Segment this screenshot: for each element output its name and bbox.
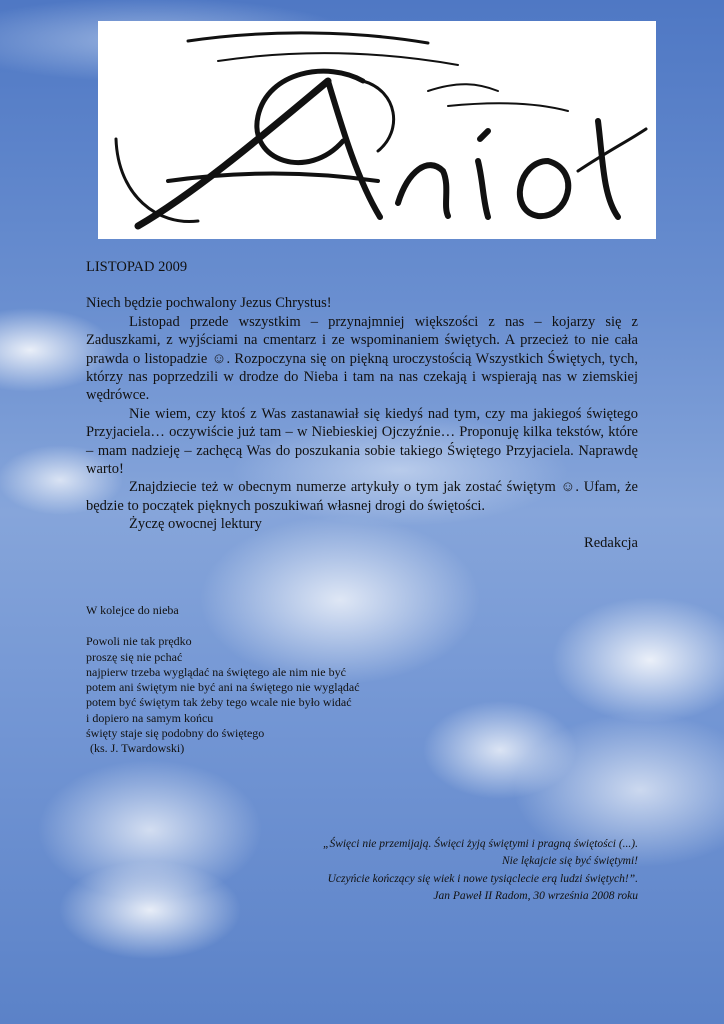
- quote: [178, 836, 638, 906]
- quote-line: Uczyńcie kończący się wiek i nowe tysiąclecie erą ludzi świętych!”.: [327, 872, 638, 885]
- poem-line: Powoli nie tak prędko: [86, 634, 192, 649]
- editorial-paragraph: Nie wiem, czy ktoś z Was zastanawiał się kiedyś nad tym, czy ma jakiegoś świętego Przyjaciela… oczywiście już tam – w Niebieskiej Ojczyźnie… Proponuję kilka tekstów, które – mam nadzieję – zachęcą Was do poszukania sobie takiego Świętego Przyjaciela. Naprawdę warto!: [86, 405, 638, 478]
- quote-line: Nie lękajcie się być świętymi!: [501, 855, 638, 868]
- editorial-paragraph: Listopad przede wszystkim – przynajmniej większości z nas – kojarzy się z Zaduszkami, z wyjściami na cmentarz i ze wspominaniem świętych. A przecież to nie cała prawda o listopadzie ☺. Rozpoczyna się on piękną uroczystością Wszystkich Świętych, tych, którzy nas poprzedzili w drodze do Nieba i tam na nas czekają i wspierają nas w ziemskiej wędrówce.: [86, 313, 638, 404]
- editorial-paragraph: Znajdziecie też w obecnym numerze artykuły o tym jak zostać świętym ☺. Ufam, że będzie to początek pięknych poszukiwań własnej drogi do świętości.: [86, 479, 638, 514]
- poem-line: potem być świętym tak żeby tego wcale nie było widać: [86, 695, 352, 710]
- poem-line: święty staje się podobny do świętego: [86, 726, 265, 741]
- poem-author: (ks. J. Twardowski): [90, 741, 185, 756]
- poem-line: proszę się nie pchać: [86, 649, 183, 664]
- issue-date: LISTOPAD 2009: [86, 259, 188, 275]
- quote-attribution: Jan Paweł II Radom, 30 września 2008 roku: [433, 890, 638, 903]
- logo-calligraphy: [98, 21, 656, 239]
- poem-line: i dopiero na samym końcu: [86, 710, 214, 725]
- poem-line: potem ani świętym nie być ani na świętego nie wyglądać: [86, 680, 360, 695]
- svg-text:Anioł: Anioł: [98, 21, 101, 22]
- editorial-paragraph: Życzę owocnej lektury: [129, 516, 262, 533]
- quote-line: „Święci nie przemijają. Święci żyją świętymi i pragną świętości (...).: [323, 838, 638, 850]
- logo: [98, 21, 656, 239]
- poem: [86, 603, 486, 757]
- editorial: [86, 258, 638, 552]
- editorial-signature: Redakcja: [584, 534, 638, 551]
- poem-title: W kolejce do nieba: [86, 603, 179, 617]
- greeting: Niech będzie pochwalony Jezus Chrystus!: [86, 295, 332, 312]
- poem-line: najpierw trzeba wyglądać na świętego ale nim nie być: [86, 664, 346, 679]
